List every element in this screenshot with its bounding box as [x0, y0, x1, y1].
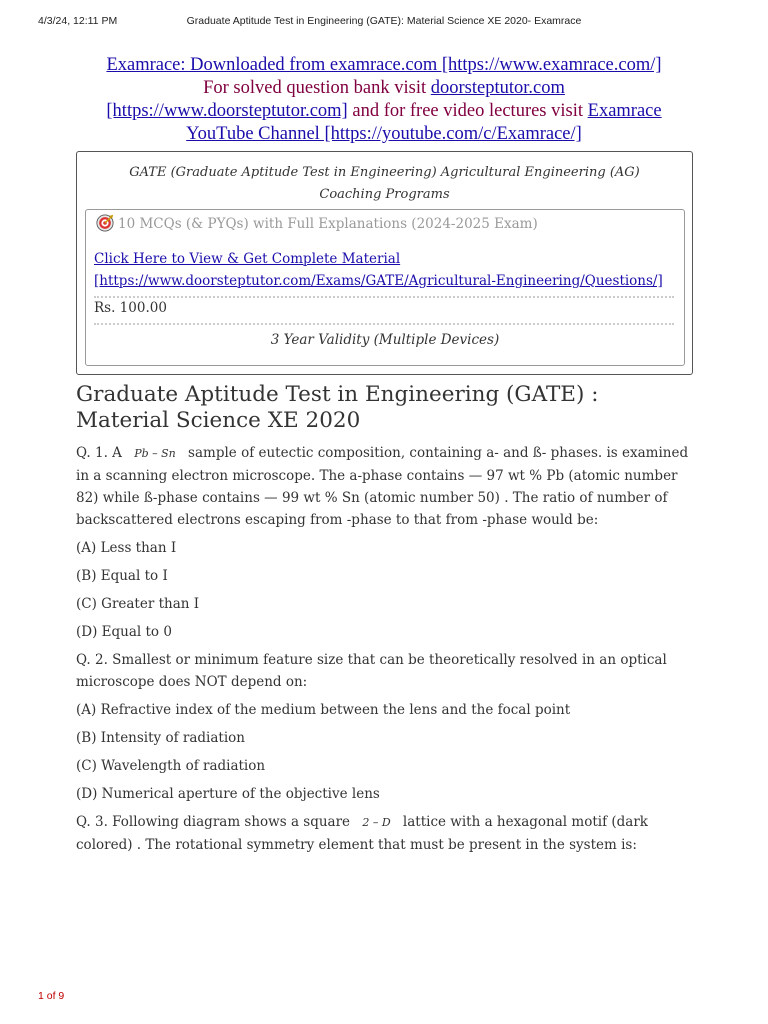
q1-prefix: Q. 1. A: [76, 445, 127, 461]
mcq-label: 10 MCQs (& PYQs) with Full Explanations (2024-2025 Exam): [118, 216, 538, 232]
q2-option-b: (B) Intensity of radiation: [76, 730, 245, 746]
divider: [94, 296, 674, 298]
article: [76, 382, 694, 862]
divider: [94, 323, 674, 325]
material-link-block: [94, 248, 684, 292]
q2-option-a: (A) Refractive index of the medium between the lens and the focal point: [76, 702, 571, 718]
print-timestamp: 4/3/24, 12:11 PM: [38, 15, 118, 27]
print-header: [0, 15, 768, 31]
q1-mid: -phase to that from: [346, 512, 483, 528]
q2-option-d: (D) Numerical aperture of the objective lens: [76, 786, 380, 802]
material-url-link[interactable]: [https://www.doorsteptutor.com/Exams/GATE/Agricultural-Engineering/Questions/]: [94, 273, 663, 289]
q1-end: -phase would be:: [482, 512, 599, 528]
q1-option-b: (B) Equal to I: [76, 568, 168, 584]
q3-prefix: Q. 3. Following diagram shows a square: [76, 814, 355, 830]
doorsteptutor-link[interactable]: doorsteptutor.com: [430, 78, 565, 98]
q3-math: 2 – D: [362, 816, 391, 829]
examrace-link[interactable]: Examrace: Downloaded from examrace.com [https://www.examrace.com/]: [106, 55, 662, 75]
q3-text: lattice with a hexagonal motif (dark colored) . The rotational symmetry element that must be present in the system is:: [76, 814, 648, 853]
q1-math: Pb – Sn: [134, 447, 176, 460]
examrace-banner: [76, 54, 692, 146]
question-3: [76, 811, 694, 856]
print-title: Graduate Aptitude Test in Engineering (GATE): Material Science XE 2020- Examrace: [186, 15, 582, 27]
examrace-youtube-link-1[interactable]: Examrace: [587, 101, 662, 121]
q1-option-c: (C) Greater than I: [76, 596, 200, 612]
promo-inner-box: [85, 209, 685, 366]
page-number: 1 of 9: [38, 990, 65, 1002]
question-1: [76, 442, 694, 531]
q2-option-c: (C) Wavelength of radiation: [76, 758, 266, 774]
question-2: Q. 2. Smallest or minimum feature size that can be theoretically resolved in an optical microscope does NOT depend on:: [76, 652, 667, 690]
price-label: Rs. 100.00: [94, 300, 167, 316]
promo-title: GATE (Graduate Aptitude Test in Engineering) Agricultural Engineering (AG) Coaching Programs: [129, 165, 640, 202]
banner-text-2: and for free video lectures visit: [347, 101, 588, 121]
examrace-youtube-link-2[interactable]: YouTube Channel [https://youtube.com/c/Examrace/]: [186, 124, 582, 144]
mcq-line: [96, 214, 538, 232]
validity-label: 3 Year Validity (Multiple Devices): [270, 332, 500, 348]
banner-text: For solved question bank visit: [203, 78, 431, 98]
doorsteptutor-url-link[interactable]: [https://www.doorsteptutor.com]: [106, 101, 348, 121]
q1-option-a: (A) Less than I: [76, 540, 177, 556]
target-icon: [96, 214, 114, 232]
q1-text: sample of eutectic composition, containing a- and ß- phases. is examined in a scanning electron microscope. The a-phase contains — 97 wt % Pb (atomic number 82) while ß-phase contains — 99 wt % Sn (atomic number 50) . The ratio of number of backscattered electrons escaping from: [76, 445, 689, 528]
page-title: Graduate Aptitude Test in Engineering (GATE) : Material Science XE 2020: [76, 382, 599, 433]
q1-option-d: (D) Equal to 0: [76, 624, 172, 640]
view-material-link[interactable]: Click Here to View & Get Complete Material: [94, 251, 401, 267]
promo-box: [76, 151, 693, 375]
